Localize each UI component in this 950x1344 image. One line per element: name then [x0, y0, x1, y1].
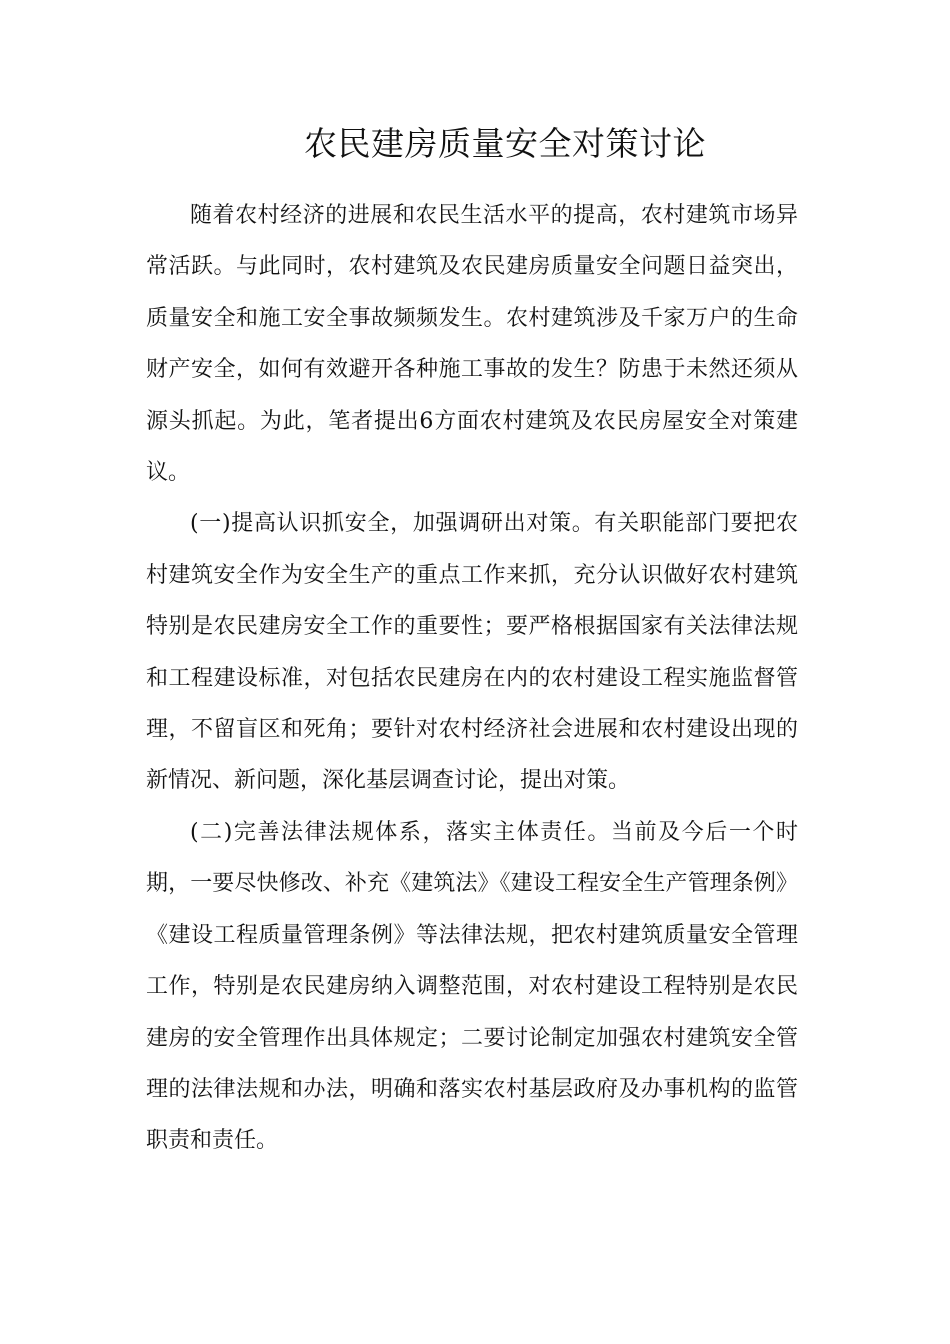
paragraph-section-1: (一)提高认识抓安全，加强调研出对策。有关职能部门要把农村建筑安全作为安全生产的重点工作来抓，充分认识做好农村建筑特别是农民建房安全工作的重要性；要严格根据国家有关法律法规和工程建设标准，对包括农民建房在内的农村建设工程实施监督管理，不留盲区和死角；要针对农村经济社会进展和农村建设出现的新情况、新问题，深化基层调查讨论，提出对策。 [146, 511, 798, 794]
paragraph-intro: 随着农村经济的进展和农民生活水平的提高，农村建筑市场异常活跃。与此同时，农村建筑及农民建房质量安全问题日益突出，质量安全和施工安全事故频频发生。农村建筑涉及千家万户的生命财产安全，如何有效避开各种施工事故的发生？防患于未然还须从源头抓起。为此，笔者提出6方面农村建筑及农民房屋安全对策建议。 [146, 203, 798, 486]
paragraph-section-2: (二)完善法律法规体系，落实主体责任。当前及今后一个时期，一要尽快修改、补充《建筑法》《建设工程安全生产管理条例》《建设工程质量管理条例》等法律法规，把农村建筑质量安全管理工作，特别是农民建房纳入调整范围，对农村建设工程特别是农民建房的安全管理作出具体规定；二要讨论制定加强农村建筑安全管理的法律法规和办法，明确和落实农村基层政府及办事机构的监管职责和责任。 [146, 819, 798, 1154]
document-body [146, 190, 798, 1167]
document-title: 农民建房质量安全对策讨论 [304, 124, 706, 163]
